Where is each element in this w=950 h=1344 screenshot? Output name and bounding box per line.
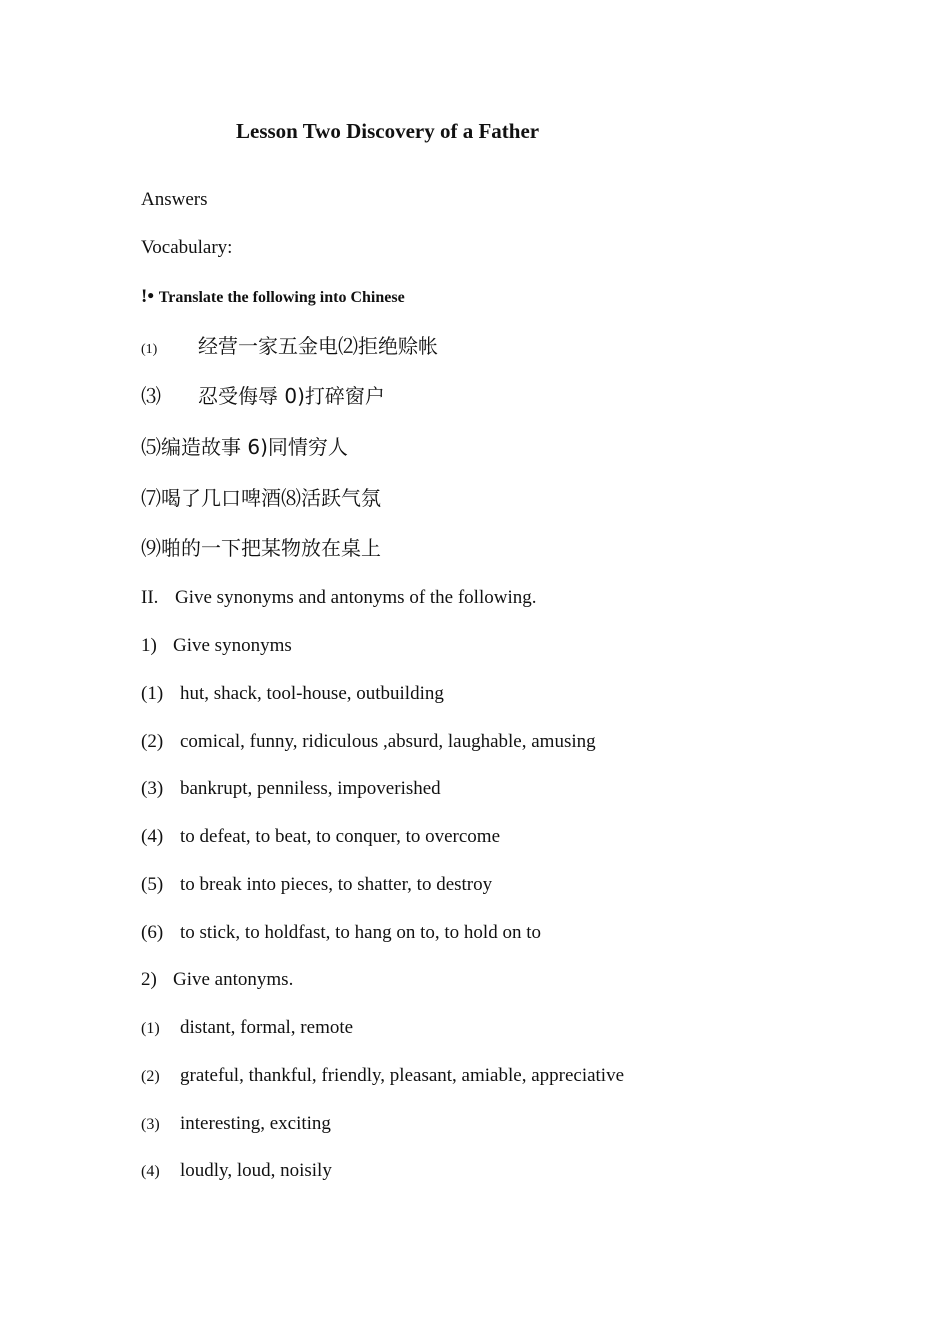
list-item [141,683,444,706]
list-item-number: (4) [141,826,164,847]
list-item [141,874,492,897]
list-item [141,826,500,849]
list-item-text: interesting, exciting [180,1113,331,1134]
list-item-text: grateful, thankful, friendly, pleasant, amiable, appreciative [180,1065,625,1086]
list-item [141,778,441,801]
list-item [141,1113,331,1136]
list-item [141,1160,332,1183]
antonyms-label: Give antonyms. [173,969,294,990]
translation-row [141,384,385,410]
list-item-number: (3) [141,778,164,799]
list-item-number: (6) [141,922,164,943]
section2-heading: Give synonyms and antonyms of the following. [175,587,537,608]
list-item-number: (4) [141,1163,160,1180]
list-item-text: comical, funny, ridiculous ,absurd, laughable, amusing [180,731,596,752]
translation-row-text: 经营一家五金电⑵拒绝赊帐 [198,334,438,358]
list-item-text: to break into pieces, to shatter, to destroy [180,874,493,895]
list-item-text: distant, formal, remote [180,1017,354,1038]
section1-heading-row [141,286,405,309]
list-item-number: (3) [141,1116,160,1133]
list-item-number: (2) [141,1068,160,1085]
answers-label: Answers [141,189,208,210]
list-item-text: bankrupt, penniless, impoverished [180,778,441,799]
list-item-number: (1) [141,683,164,704]
synonyms-label: Give synonyms [173,635,292,656]
document-title: Lesson Two Discovery of a Father [236,119,540,143]
list-item [141,1065,624,1088]
translation-row-number: ⑶ [141,384,161,408]
list-item-text: loudly, loud, noisily [180,1160,332,1181]
translation-row-text: ⑸编造故事 6)同情穷人 [141,435,348,459]
list-item [141,731,596,754]
list-item-number: (2) [141,731,164,752]
section1-marker: !• [141,286,154,307]
list-item [141,922,541,945]
section2-number: II. [141,587,159,608]
translation-row-text: ⑺喝了几口啤酒⑻活跃气氛 [141,486,381,510]
list-item-text: to defeat, to beat, to conquer, to overcome [180,826,501,847]
antonyms-number: 2) [141,969,157,990]
vocabulary-label: Vocabulary: [141,237,233,258]
translation-row [141,334,438,360]
translation-row-number: (1) [141,342,158,357]
synonyms-number: 1) [141,635,157,656]
translation-row-text: 忍受侮辱 0)打碎窗户 [198,384,385,408]
section2-heading-row [141,587,537,610]
translation-row-text: ⑼啪的一下把某物放在桌上 [141,536,381,560]
synonyms-heading-row [141,635,292,658]
list-item-text: hut, shack, tool-house, outbuilding [180,683,444,704]
list-item-number: (5) [141,874,164,895]
section1-heading: Translate the following into Chinese [158,289,405,306]
list-item-text: to stick, to holdfast, to hang on to, to hold on to [180,922,541,943]
antonyms-heading-row [141,969,293,992]
list-item [141,1017,353,1040]
list-item-number: (1) [141,1020,160,1037]
